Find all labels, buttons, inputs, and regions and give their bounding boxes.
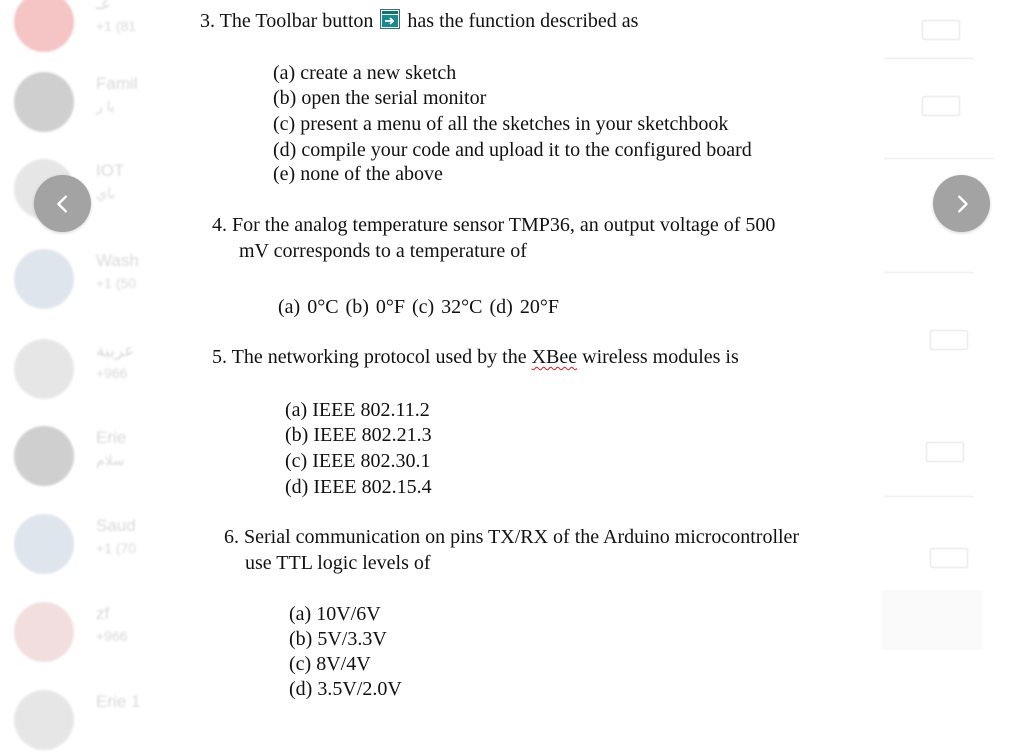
answer-option[interactable]: (c) IEEE 802.30.1 [285,450,431,472]
answer-option[interactable]: (e) none of the above [273,163,443,185]
chat-name: zf [96,604,110,623]
upload-arrow-icon [380,9,400,29]
question-3-prompt [200,9,638,33]
chat-preview: +1 (81 [96,18,137,34]
chat-name: عـ [96,0,112,13]
answer-option[interactable]: (c) present a menu of all the sketches in your sketchbook [273,113,729,135]
chat-name: Erie 1 [96,692,141,711]
spellcheck-flagged-word[interactable]: XBee [531,346,578,368]
chat-name: Saud [96,516,136,535]
chat-preview: +966 [96,365,128,381]
question-4-prompt: 4. For the analog temperature sensor TMP36, an output voltage of 500 [212,214,776,236]
question-text: has the function described as [407,10,639,32]
question-4-prompt-cont: mV corresponds to a temperature of [239,240,527,262]
chat-preview: +1 (70 [96,540,137,556]
chat-name: عربية [96,341,135,360]
answer-option[interactable]: (d) IEEE 802.15.4 [285,476,432,498]
chat-preview: باي [96,185,116,201]
chat-preview: سلام [96,452,125,468]
question-6-prompt: 6. Serial communication on pins TX/RX of the Arduino microcontroller [224,526,800,548]
chat-name: IOT [96,161,125,180]
question-text: 3. The Toolbar button [200,10,374,32]
answer-option[interactable]: (c) 8V/4V [289,653,371,675]
question-6-prompt-cont: use TTL logic levels of [245,552,431,574]
answer-options-row[interactable]: (a) 0°C (b) 0°F (c) 32°C (d) 20°F [278,296,559,318]
answer-option[interactable]: (d) compile your code and upload it to the configured board [273,139,752,161]
chat-name: Erie [96,428,127,447]
chat-preview: +966 [96,628,128,644]
answer-option[interactable]: (b) IEEE 802.21.3 [285,424,432,446]
answer-option[interactable]: (a) create a new sketch [273,62,457,84]
answer-option[interactable]: (b) 5V/3.3V [289,628,387,650]
answer-option[interactable]: (d) 3.5V/2.0V [289,678,402,700]
chat-preview: يا ر [96,98,115,114]
question-5-prompt [212,345,739,369]
chat-name: Famil [96,74,138,93]
answer-option[interactable]: (b) open the serial monitor [273,87,487,109]
answer-option[interactable]: (a) IEEE 802.11.2 [285,399,430,421]
chat-preview: +1 (50 [96,275,137,291]
question-text: wireless modules is [582,346,739,368]
question-text: 5. The networking protocol used by the [212,346,527,368]
chat-name: Wash [96,251,139,270]
answer-option[interactable]: (a) 10V/6V [289,603,381,625]
